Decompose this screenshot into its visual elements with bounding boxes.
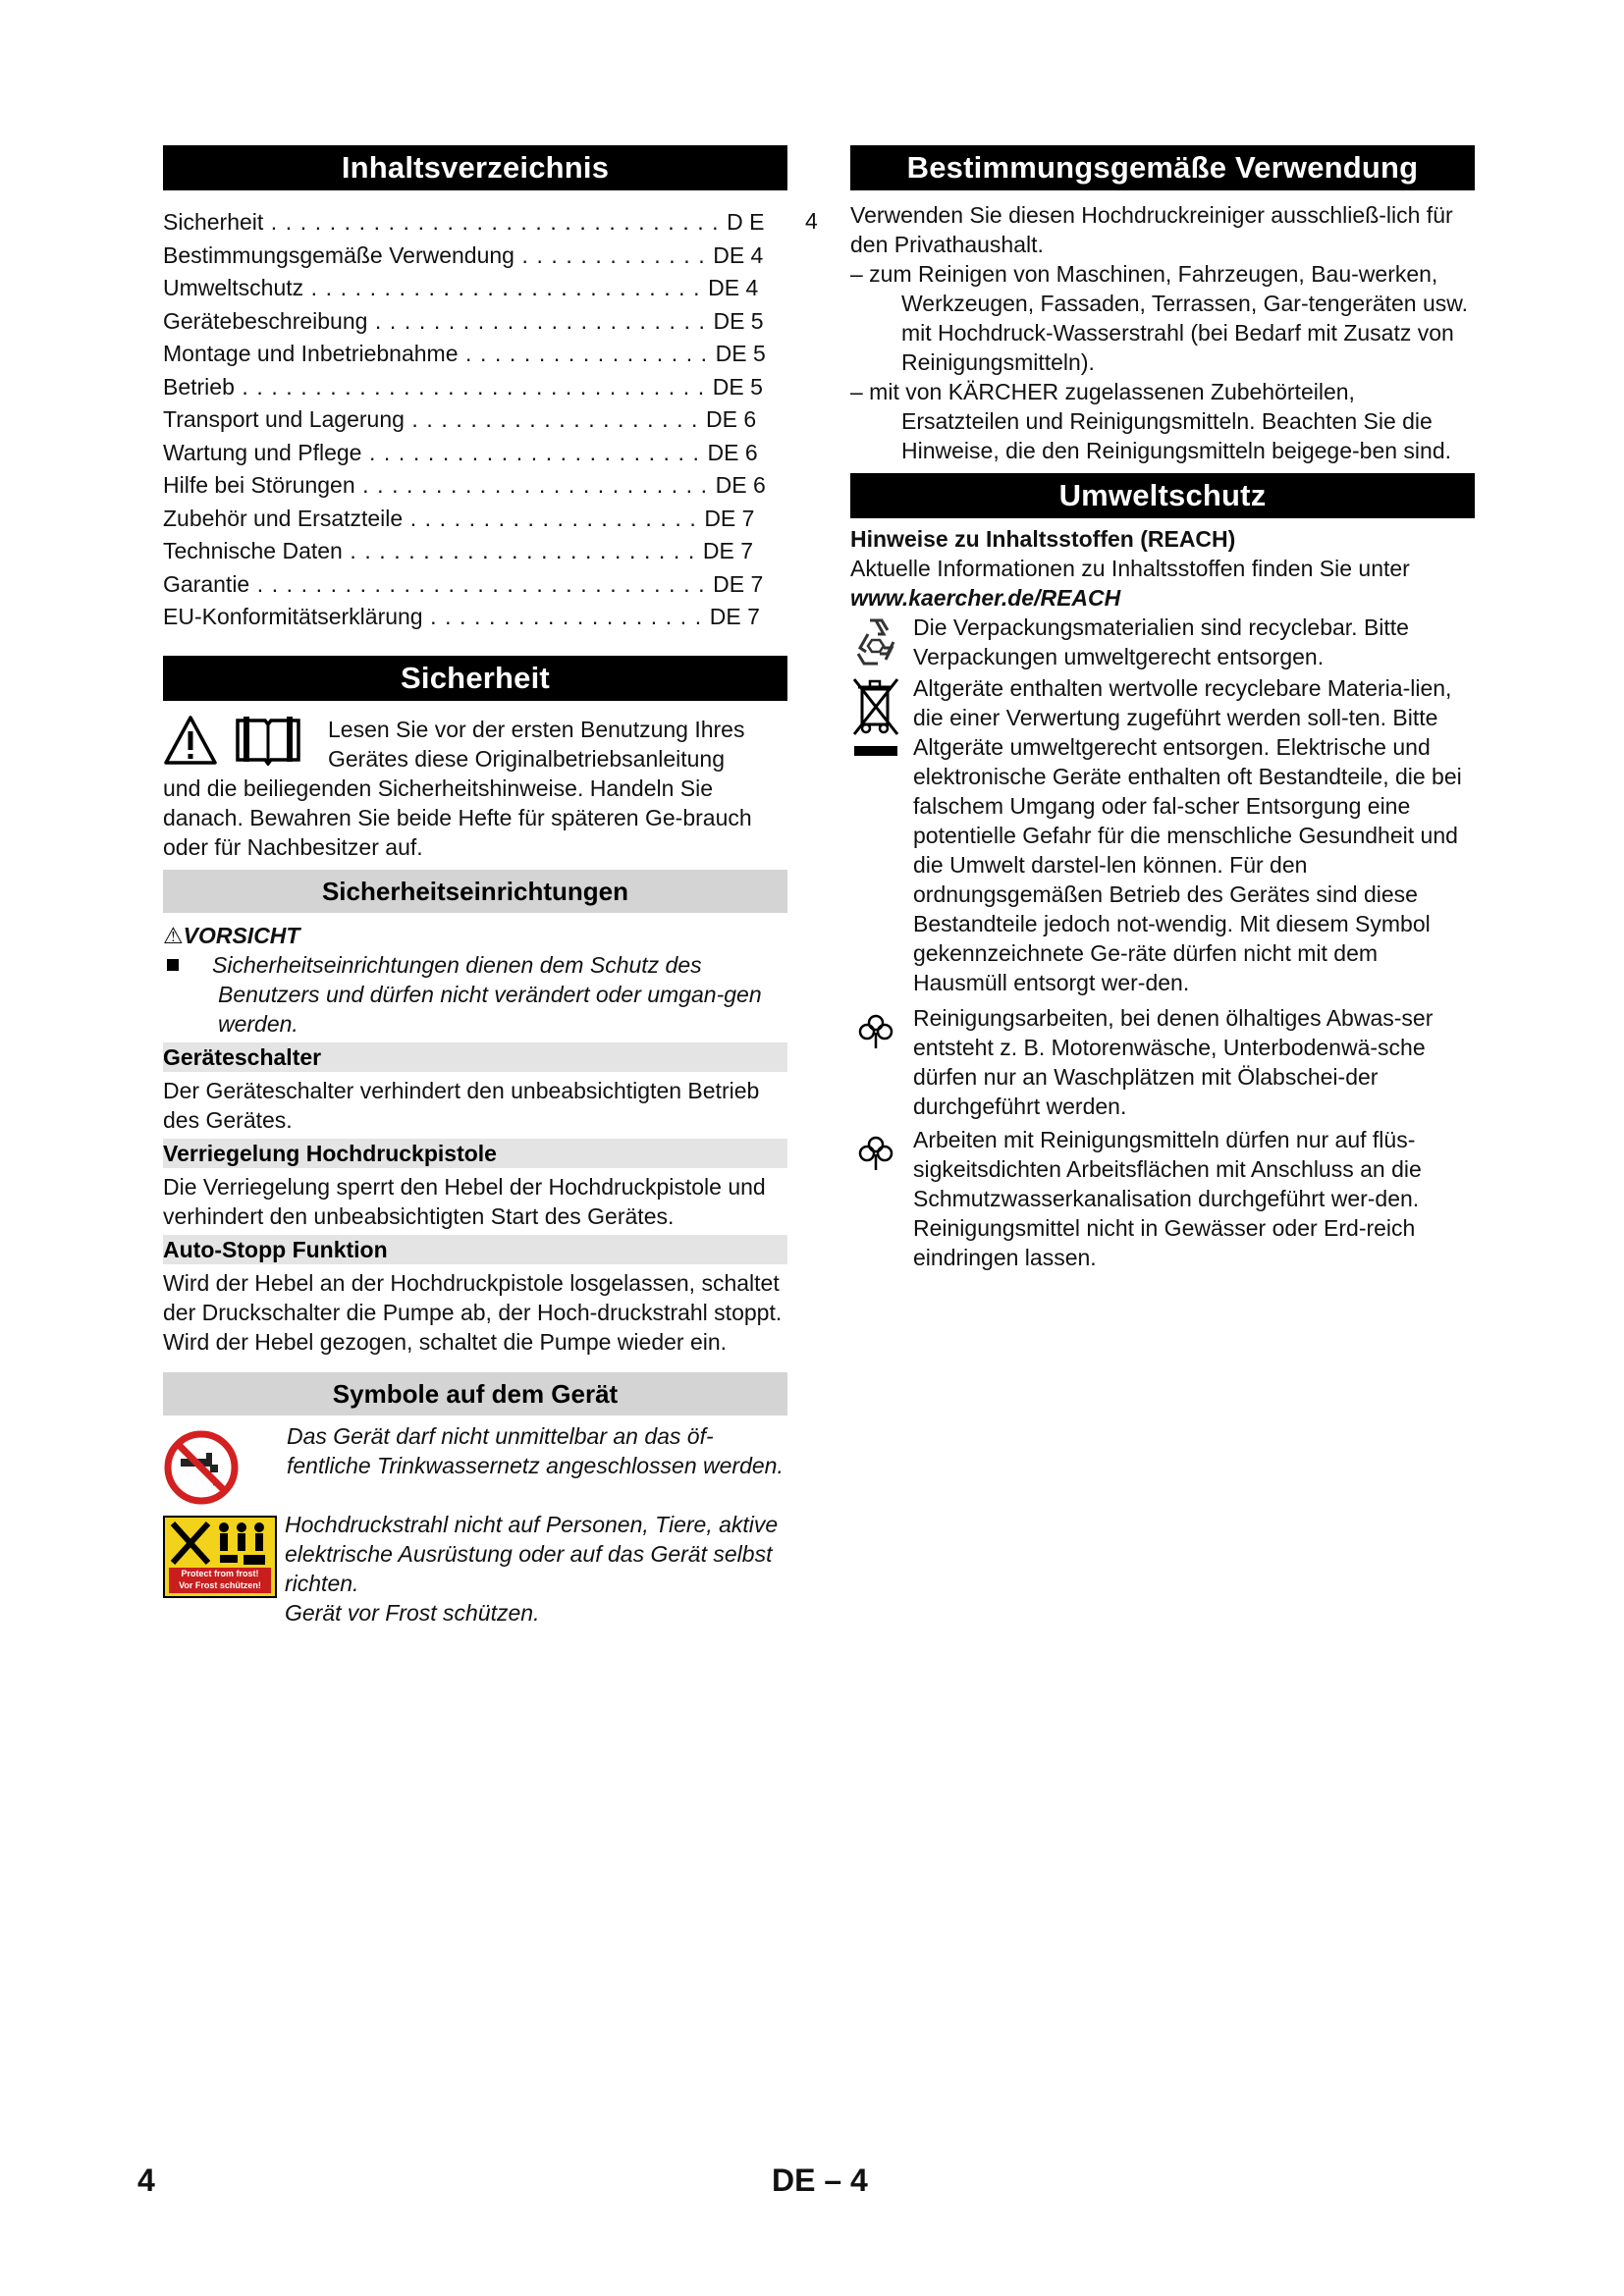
toc-leader-dots: . . . . . . . . . . . . . . . . . bbox=[458, 341, 716, 366]
safety-intro bbox=[163, 715, 787, 862]
usage-item: – mit von KÄRCHER zugelassenen Zubehörteilen, Ersatzteilen und Reinigungsmitteln. Beachten Sie die Hinweise, die den Reinigungsmitteln beigege-ben sind. bbox=[850, 379, 1452, 463]
old-devices-text: Altgeräte enthalten wertvolle recyclebare Materia-lien, die einer Verwertung zugeführt werden soll-ten. Bitte Altgeräte umweltgerecht entsorgen. Elektrische und elektronische Geräte enthalten oft Bestandteile, die bei falschem Umgang oder fal-scher Entsorgung eine potentielle Gefahr für die menschliche Gesundheit und die Umwelt darstel-len können. Für den ordnungsgemäßen Betrieb des Gerätes sind diese Bestandteile jedoch not-wendig. Mit diesem Symbol gekennzeichnete Ge-räte dürfen nicht mit dem Hausmüll entsorgt wer-den. bbox=[913, 675, 1462, 995]
packaging-row bbox=[850, 613, 1475, 671]
toc-leader-dots: . . . . . . . . . . . . . . . . . . . . bbox=[404, 406, 707, 432]
toc-entry-label: Umweltschutz bbox=[163, 275, 304, 300]
caution-bullet bbox=[163, 950, 787, 1039]
toc-leader-dots: . . . . . . . . . . . . . . . . . . . . . . . . . . . . . . . . bbox=[234, 373, 713, 400]
toc-leader-dots: . . . . . . . . . . . . . . . . . . . . . . . . bbox=[342, 538, 703, 563]
toc-entry[interactable] bbox=[163, 437, 787, 470]
autostop-text: Wird der Hebel an der Hochdruckpistole losgelassen, schaltet der Druckschalter die Pumpe ab, der Hoch-druckstrahl stoppt. Wird der Hebel gezogen, schaltet die Pumpe wieder ein. bbox=[163, 1269, 783, 1355]
lock-heading: Verriegelung Hochdruckpistole bbox=[163, 1139, 787, 1168]
square-bullet-icon bbox=[167, 959, 179, 971]
toc-stray-page-number: 4 bbox=[805, 208, 818, 234]
detergent-text: Arbeiten mit Reinigungsmitteln dürfen nur auf flüs-sigkeitsdichten Arbeitsflächen mit Anschluss an die Schmutzwasserkanalisation durchgeführt wer-den. Reinigungsmittel nicht in Gewässer oder Erd-reich eindringen lassen. bbox=[913, 1127, 1422, 1270]
toc-entry-page: D E bbox=[727, 209, 765, 235]
autostop-heading: Auto-Stopp Funktion bbox=[163, 1235, 787, 1264]
reach-text: Aktuelle Informationen zu Inhaltsstoffen finden Sie unter bbox=[850, 556, 1410, 581]
caution-label: ⚠VORSICHT bbox=[163, 922, 300, 948]
environment-tree-icon bbox=[850, 1133, 901, 1172]
toc-entry-page: DE 7 bbox=[704, 505, 755, 531]
switch-text: Der Geräteschalter verhindert den unbeabsichtigten Betrieb des Gerätes. bbox=[163, 1077, 760, 1133]
no-drinking-water-text: Das Gerät darf nicht unmittelbar an das öf-fentliche Trinkwassernetz angeschlossen werden. bbox=[287, 1422, 784, 1478]
toc-entry-page: DE 6 bbox=[707, 439, 758, 465]
right-column bbox=[850, 145, 1475, 1272]
footer-section-page: DE – 4 bbox=[772, 2163, 868, 2198]
left-column bbox=[163, 145, 787, 1628]
toc-entry-page: DE 5 bbox=[713, 307, 764, 334]
recycling-icon bbox=[850, 614, 901, 669]
toc-entry[interactable] bbox=[163, 338, 787, 371]
toc-entry-label: Garantie bbox=[163, 570, 250, 597]
symbol-row-spray bbox=[163, 1510, 787, 1628]
warning-triangle-icon bbox=[163, 715, 218, 766]
toc-leader-dots: . . . . . . . . . . . . . . . . . . . . bbox=[403, 505, 705, 531]
frost-text: Gerät vor Frost schützen. bbox=[285, 1599, 540, 1626]
caution-text: Sicherheitseinrichtungen dienen dem Schutz des Benutzers und dürfen nicht verändert oder umgan-gen werden. bbox=[212, 951, 762, 1037]
toc-entry-label: Bestimmungsgemäße Verwendung bbox=[163, 241, 514, 268]
usage-item: – zum Reinigen von Maschinen, Fahrzeugen, Bau-werken, Werkzeugen, Fassaden, Terrassen, Gar-tengeräten usw. mit Hochdruck-Wasserstrahl (bei Bedarf mit Zusatz von Reinigungsmitteln). bbox=[850, 261, 1469, 375]
switch-heading: Geräteschalter bbox=[163, 1042, 787, 1072]
frost-sticker-label bbox=[169, 1568, 271, 1593]
table-of-contents bbox=[163, 206, 787, 634]
usage-heading: Bestimmungsgemäße Verwendung bbox=[850, 145, 1475, 190]
usage-body bbox=[850, 200, 1475, 465]
reach-link[interactable]: www.kaercher.de/REACH bbox=[850, 585, 1121, 611]
toc-entry[interactable] bbox=[163, 469, 787, 503]
toc-leader-dots: . . . . . . . . . . . . . . . . . . . . . . . bbox=[361, 439, 708, 465]
toc-entry-page: DE 7 bbox=[713, 570, 764, 597]
safety-intro-rest: und die beiliegenden Sicherheitshinweise. Handeln Sie danach. Bewahren Sie beide Hefte für späteren Ge-brauch oder für Nachbesitzer auf. bbox=[163, 774, 752, 860]
reach-heading: Hinweise zu Inhaltsstoffen (REACH) bbox=[850, 526, 1236, 552]
usage-intro: Verwenden Sie diesen Hochdruckreiniger ausschließ-lich für den Privathaushalt. bbox=[850, 202, 1453, 257]
toc-leader-dots: . . . . . . . . . . . . . . . . . . . . . . . . . . . . . . . bbox=[249, 570, 714, 597]
no-spray-text: Hochdruckstrahl nicht auf Personen, Tiere, aktive elektrische Ausrüstung oder auf das Gerät selbst richten. bbox=[285, 1511, 779, 1596]
crossed-out-wheelie-bin-icon bbox=[850, 675, 901, 760]
environment-heading: Umweltschutz bbox=[850, 473, 1475, 518]
oil-water-text: Reinigungsarbeiten, bei denen ölhaltiges Abwas-ser entsteht z. B. Motorenwäsche, Unterbodenwä-sche dürfen nur an Waschplätzen mit Ölabschei-der durchgeführt werden. bbox=[913, 1005, 1434, 1119]
toc-leader-dots: . . . . . . . . . . . . . . . . . . . bbox=[422, 604, 710, 629]
toc-entry-label: Transport und Lagerung bbox=[163, 406, 405, 432]
toc-entry-label: Montage und Inbetriebnahme bbox=[163, 341, 459, 366]
toc-leader-dots: . . . . . . . . . . . . . . . . . . . . . . . . bbox=[354, 472, 716, 498]
lock-text: Die Verriegelung sperrt den Hebel der Hochdruckpistole und verhindert den unbeabsichtigten Start des Gerätes. bbox=[163, 1173, 766, 1229]
toc-entry-label: Zubehör und Ersatzteile bbox=[163, 505, 404, 531]
symbols-heading: Symbole auf dem Gerät bbox=[163, 1372, 787, 1415]
safety-devices-heading: Sicherheitseinrichtungen bbox=[163, 870, 787, 913]
no-drinking-water-connection-icon bbox=[163, 1429, 240, 1506]
frost-sticker-line2: Vor Frost schützen! bbox=[179, 1579, 261, 1590]
toc-entry-label: Gerätebeschreibung bbox=[163, 307, 368, 334]
toc-entry-page: DE 7 bbox=[709, 604, 760, 629]
toc-entry-page: DE 6 bbox=[715, 472, 766, 498]
toc-entry[interactable] bbox=[163, 240, 787, 273]
toc-entry[interactable] bbox=[163, 568, 787, 602]
toc-entry-label: Hilfe bei Störungen bbox=[163, 472, 355, 498]
toc-entry-label: Technische Daten bbox=[163, 538, 343, 563]
toc-leader-dots: . . . . . . . . . . . . . . . . . . . . . . . bbox=[367, 307, 714, 334]
toc-entry-page: DE 4 bbox=[713, 241, 764, 268]
toc-entry[interactable] bbox=[163, 535, 787, 568]
toc-entry-page: DE 5 bbox=[712, 373, 763, 400]
spray-warning-sticker bbox=[163, 1516, 277, 1598]
toc-entry[interactable] bbox=[163, 206, 787, 240]
manual-book-icon bbox=[234, 715, 302, 766]
safety-intro-line1: Lesen Sie vor der ersten Benutzung Ihres bbox=[328, 716, 745, 742]
frost-sticker-line1: Protect from frost! bbox=[181, 1568, 259, 1578]
oil-water-row bbox=[850, 1003, 1475, 1121]
detergent-row bbox=[850, 1125, 1475, 1272]
safety-intro-line2: Gerätes diese Originalbetriebsanleitung bbox=[328, 745, 726, 772]
toc-entry-page: DE 6 bbox=[706, 406, 757, 432]
footer-page-number: 4 bbox=[137, 2163, 155, 2198]
toc-leader-dots: . . . . . . . . . . . . . bbox=[514, 241, 714, 268]
toc-leader-dots: . . . . . . . . . . . . . . . . . . . . . . . . . . . . . . . bbox=[263, 209, 728, 235]
toc-entry[interactable] bbox=[163, 601, 787, 634]
environment-tree-icon bbox=[850, 1011, 901, 1050]
toc-entry[interactable] bbox=[163, 272, 787, 305]
toc-entry[interactable] bbox=[163, 371, 787, 404]
old-devices-row bbox=[850, 673, 1475, 997]
toc-entry-label: EU-Konformitätserklärung bbox=[163, 604, 423, 629]
safety-heading: Sicherheit bbox=[163, 656, 787, 701]
toc-leader-dots: . . . . . . . . . . . . . . . . . . . . . . . . . . . bbox=[303, 275, 709, 300]
toc-entry[interactable] bbox=[163, 403, 787, 437]
toc-entry-label: Sicherheit bbox=[163, 209, 264, 235]
toc-heading: Inhaltsverzeichnis bbox=[163, 145, 787, 190]
toc-entry-page: DE 7 bbox=[702, 538, 754, 563]
no-spray-at-people-icon bbox=[165, 1518, 275, 1569]
toc-entry-label: Wartung und Pflege bbox=[163, 439, 362, 465]
toc-entry-page: DE 5 bbox=[715, 341, 766, 366]
toc-entry[interactable] bbox=[163, 305, 787, 339]
toc-entry-page: DE 4 bbox=[708, 275, 759, 300]
symbol-row-drinking-water bbox=[163, 1421, 787, 1506]
packaging-text: Die Verpackungsmaterialien sind recyclebar. Bitte Verpackungen umweltgerecht entsorgen. bbox=[913, 614, 1409, 669]
toc-entry[interactable] bbox=[163, 503, 787, 536]
toc-entry-label: Betrieb bbox=[163, 373, 235, 400]
